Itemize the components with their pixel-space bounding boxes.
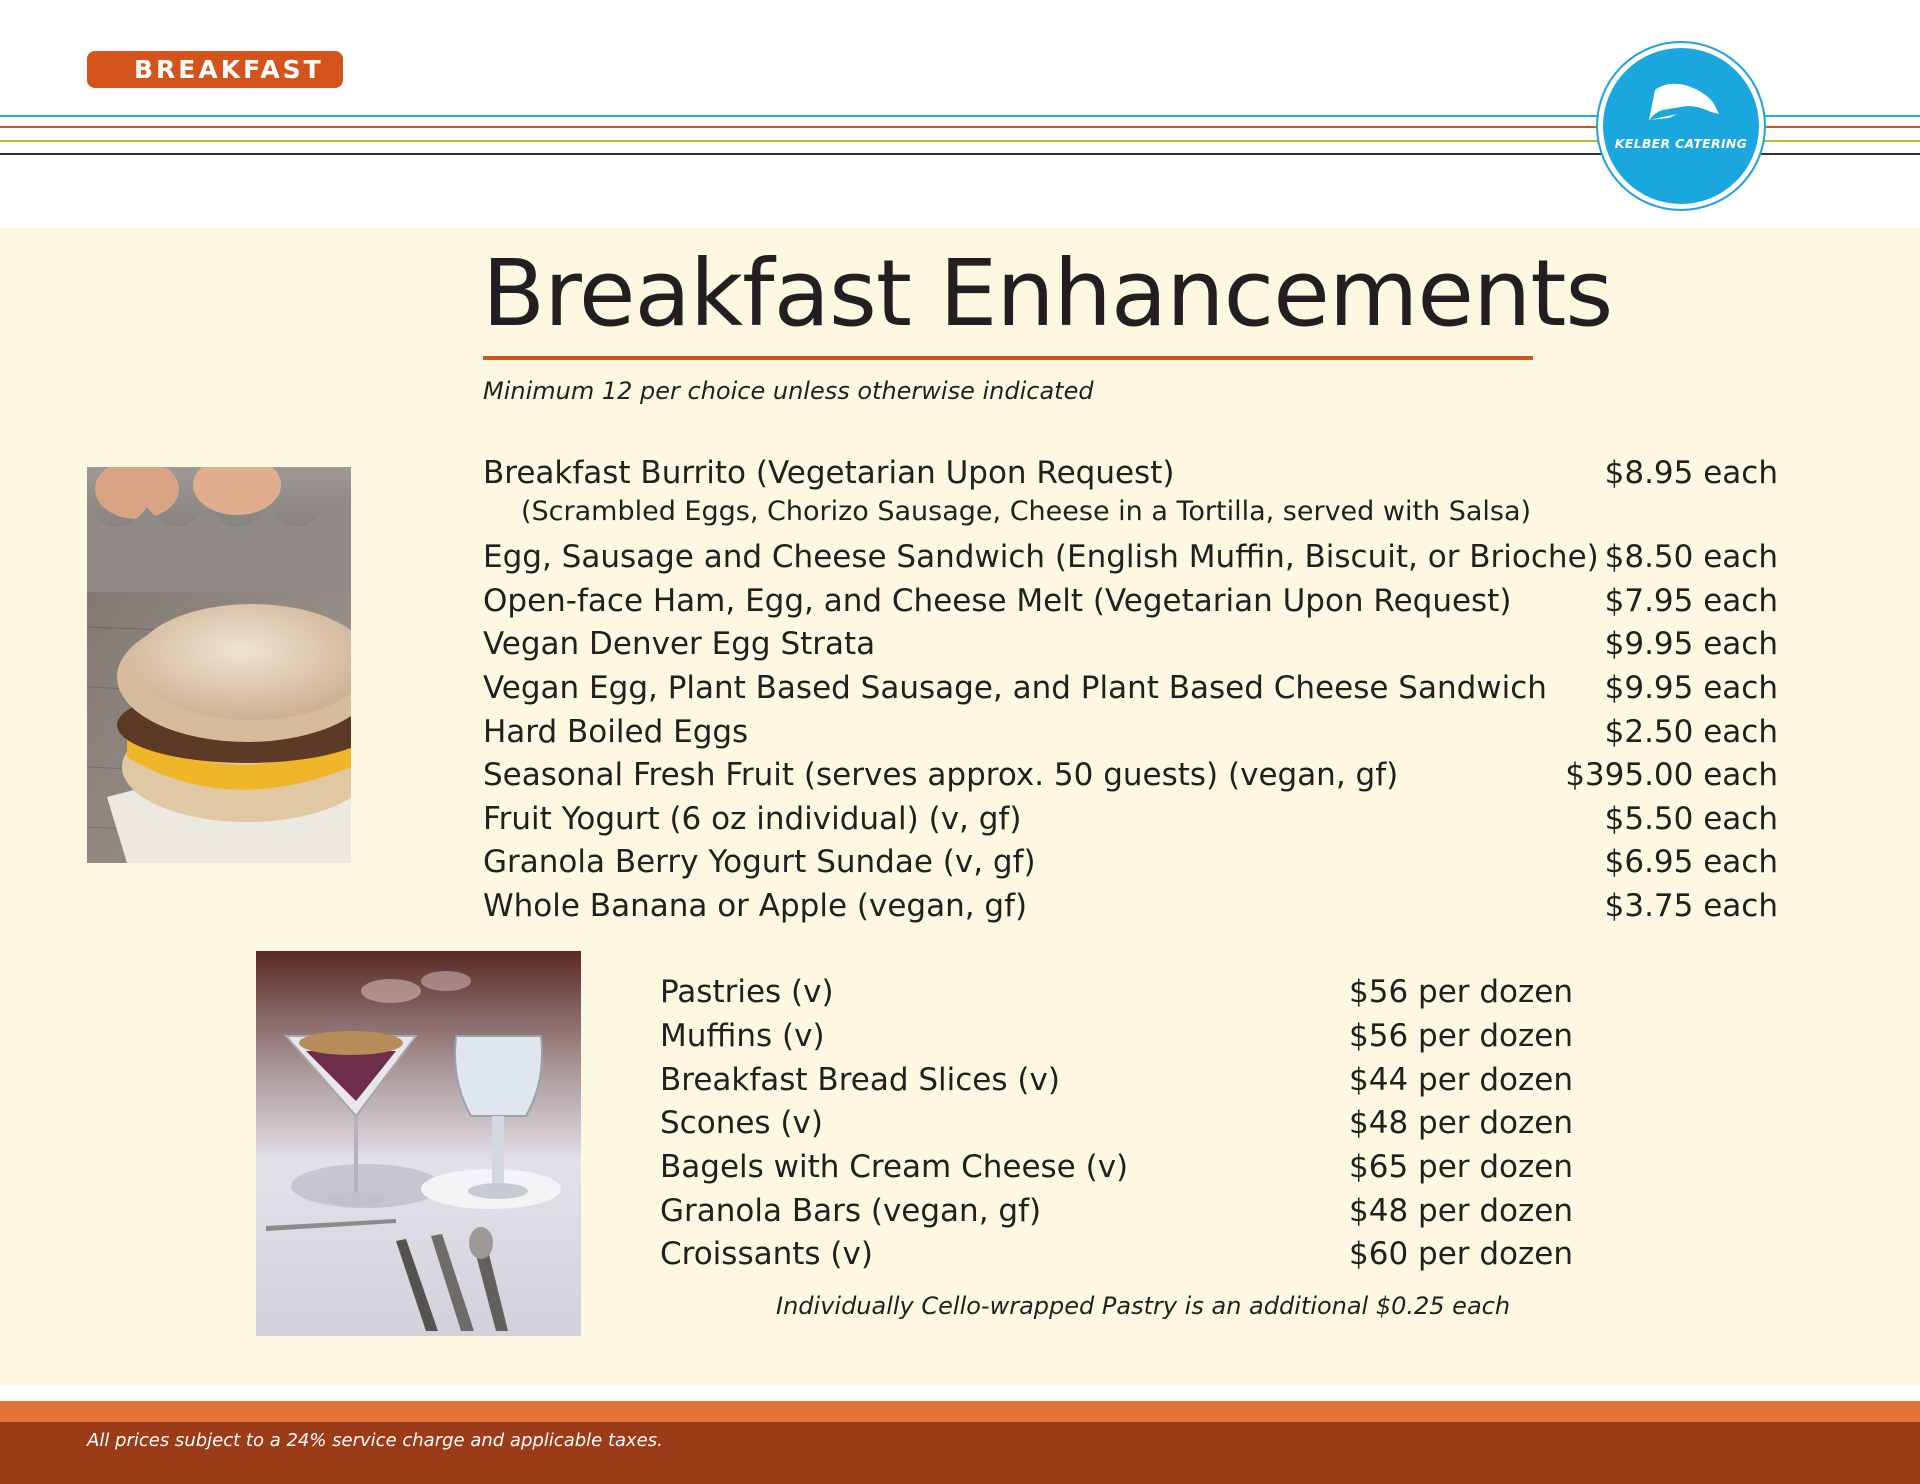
page-subtitle: Minimum 12 per choice unless otherwise indicated bbox=[483, 377, 1094, 405]
bakery-item-name: Scones (v) bbox=[660, 1105, 823, 1141]
bakery-item-price: $44 per dozen bbox=[1349, 1062, 1574, 1098]
breakfast-sandwich-photo bbox=[87, 467, 351, 863]
bakery-item bbox=[660, 1191, 1574, 1231]
menu-item-name: Whole Banana or Apple (vegan, gf) bbox=[483, 888, 1028, 924]
menu-item-name: Egg, Sausage and Cheese Sandwich (English Muffin, Biscuit, or Brioche) bbox=[483, 539, 1599, 575]
kelber-catering-logo bbox=[1603, 48, 1759, 204]
menu-item bbox=[483, 712, 1778, 752]
menu-item bbox=[483, 799, 1778, 839]
menu-item bbox=[483, 755, 1778, 795]
menu-item-name: Hard Boiled Eggs bbox=[483, 714, 749, 750]
bakery-item-price: $65 per dozen bbox=[1349, 1149, 1574, 1185]
menu-item-price: $5.50 each bbox=[1604, 801, 1778, 837]
title-underline bbox=[483, 356, 1533, 360]
menu-item-name: Granola Berry Yogurt Sundae (v, gf) bbox=[483, 844, 1036, 880]
bakery-item bbox=[660, 1103, 1574, 1143]
menu-item-price: $6.95 each bbox=[1604, 844, 1778, 880]
menu-item-price: $9.95 each bbox=[1604, 626, 1778, 662]
menu-item bbox=[483, 453, 1778, 493]
bakery-item-name: Muffins (v) bbox=[660, 1018, 825, 1054]
section-tag: BREAKFAST bbox=[87, 51, 343, 88]
menu-item-price: $9.95 each bbox=[1604, 670, 1778, 706]
footer-disclaimer: All prices subject to a 24% service charge and applicable taxes. bbox=[87, 1430, 663, 1451]
page-title: Breakfast Enhancements bbox=[482, 240, 1613, 347]
menu-item-name: Vegan Egg, Plant Based Sausage, and Plant Based Cheese Sandwich bbox=[483, 670, 1547, 706]
bakery-item-name: Bagels with Cream Cheese (v) bbox=[660, 1149, 1129, 1185]
menu-item-name: Vegan Denver Egg Strata bbox=[483, 626, 876, 662]
menu-item-name: Open-face Ham, Egg, and Cheese Melt (Vegetarian Upon Request) bbox=[483, 583, 1512, 619]
pastry-note: Individually Cello-wrapped Pastry is an additional $0.25 each bbox=[776, 1292, 1511, 1320]
menu-item-price: $2.50 each bbox=[1604, 714, 1778, 750]
menu-item-name: Breakfast Burrito (Vegetarian Upon Request) bbox=[483, 455, 1175, 491]
yogurt-parfait-photo bbox=[256, 951, 581, 1336]
menu-item-price: $395.00 each bbox=[1565, 757, 1778, 793]
menu-item-price: $3.75 each bbox=[1604, 888, 1778, 924]
bakery-item-name: Pastries (v) bbox=[660, 974, 834, 1010]
menu-item bbox=[483, 668, 1778, 708]
bakery-item bbox=[660, 1147, 1574, 1187]
bakery-item-price: $56 per dozen bbox=[1349, 974, 1574, 1010]
menu-item bbox=[483, 581, 1778, 621]
chef-hat-icon bbox=[1603, 48, 1759, 204]
menu-item-price: $8.50 each bbox=[1604, 539, 1778, 575]
bakery-item-name: Breakfast Bread Slices (v) bbox=[660, 1062, 1060, 1098]
bakery-item-name: Granola Bars (vegan, gf) bbox=[660, 1193, 1042, 1229]
menu-item bbox=[483, 886, 1778, 926]
bakery-item-price: $56 per dozen bbox=[1349, 1018, 1574, 1054]
bakery-item-price: $60 per dozen bbox=[1349, 1236, 1574, 1272]
footer-band-orange bbox=[0, 1401, 1920, 1422]
bakery-item bbox=[660, 1016, 1574, 1056]
bakery-item bbox=[660, 1060, 1574, 1100]
menu-item bbox=[483, 537, 1778, 577]
menu-item bbox=[483, 842, 1778, 882]
bakery-item-price: $48 per dozen bbox=[1349, 1193, 1574, 1229]
menu-item-price: $8.95 each bbox=[1604, 455, 1778, 491]
menu-item-description: (Scrambled Eggs, Chorizo Sausage, Cheese in a Tortilla, served with Salsa) bbox=[521, 496, 1532, 527]
bakery-item bbox=[660, 972, 1574, 1012]
bakery-item-name: Croissants (v) bbox=[660, 1236, 873, 1272]
menu-item-price: $7.95 each bbox=[1604, 583, 1778, 619]
menu-item-name: Seasonal Fresh Fruit (serves approx. 50 guests) (vegan, gf) bbox=[483, 757, 1399, 793]
menu-item-name: Fruit Yogurt (6 oz individual) (v, gf) bbox=[483, 801, 1022, 837]
bakery-item bbox=[660, 1234, 1574, 1274]
bakery-item-price: $48 per dozen bbox=[1349, 1105, 1574, 1141]
logo-text: KELBER CATERING bbox=[1614, 136, 1748, 151]
menu-item bbox=[483, 624, 1778, 664]
